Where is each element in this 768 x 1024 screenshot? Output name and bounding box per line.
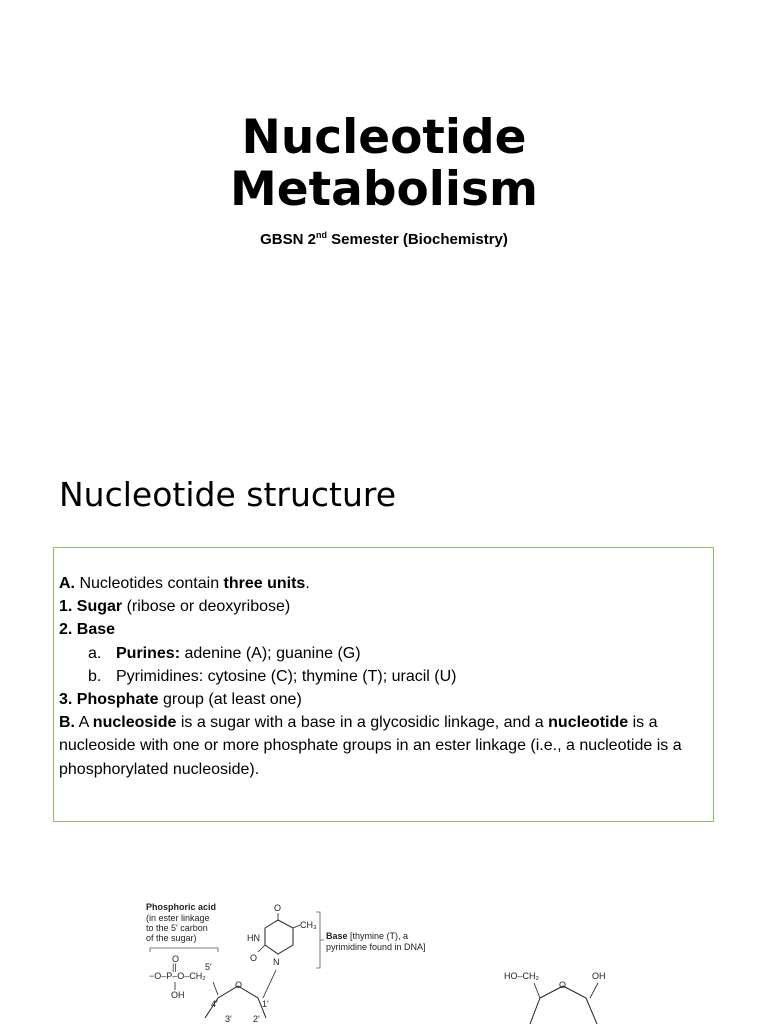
label-5-prime: 5' [205,962,212,972]
base-bracket [316,912,324,968]
content-box [53,547,714,822]
marker-a: a. [88,644,102,662]
right-ring-oxygen: O [559,980,567,990]
glycosidic-bond [263,970,276,998]
right-ch2-bond [534,983,540,998]
term-nucleotide: nucleotide [548,714,629,732]
base-o-top: O [274,903,282,913]
line-a-text: Nucleotides contain [75,575,224,592]
line-b-text-1: A [75,714,93,732]
line-2a-text: adenine (A); guanine (G) [180,644,361,662]
ester-note-3: of the sugar) [146,933,197,943]
page-title [0,112,768,216]
ch2-sugar-bond [213,982,218,995]
label-a: A. [59,575,75,592]
subtitle [0,230,768,248]
subtitle-superscript: nd [315,230,327,240]
ring-oxygen: O [235,980,243,990]
title-line-1: Nucleotide [241,110,527,165]
phosphate-bracket [150,948,218,952]
ester-note-1: (in ester linkage [146,913,210,923]
label-4-prime: 4' [211,999,218,1009]
label-1-prime: 1' [262,999,269,1009]
right-oh-bond [590,983,598,998]
line-b-text-2: is a sugar with a base in a glycosidic linkage, and a [176,714,549,732]
line-2b [59,665,705,688]
label-phosphate: 3. Phosphate [59,691,159,709]
label-3-prime: 3' [225,1014,232,1024]
base-label-line2: pyrimidine found in DNA] [326,942,426,952]
line-1 [59,595,705,618]
subtitle-prefix: GBSN 2 [260,231,316,248]
title-line-2: Metabolism [230,162,538,217]
phosphate-oh: OH [171,990,185,1000]
base-n: N [273,957,280,967]
phosphate-double-bond: || [172,962,177,972]
line-a [59,572,705,595]
nucleotide-structure-diagram [0,890,768,1024]
line-2b-text: Pyrimidines: cytosine (C); thymine (T); uracil (U) [116,667,457,685]
line-3 [59,688,705,711]
right-sugar-ring [530,986,597,1024]
ester-note-2: to the 5' carbon [146,923,208,933]
base-hn: HN [247,933,260,943]
line-2 [59,618,705,641]
phosphate-o-top: O [172,954,180,964]
term-nucleoside: nucleoside [92,714,177,732]
right-ho-ch2: HO–CH₂ [504,971,539,981]
line-a-period: . [305,575,310,592]
label-base: 2. Base [59,621,116,639]
label-b: B. [59,714,75,732]
base-o-left: O [250,953,258,963]
section-heading: Nucleotide structure [59,475,397,514]
carbonyl-left-bond [258,945,265,952]
phosphate-row: −O–P–O–CH₂ [149,971,206,981]
label-sugar: 1. Sugar [59,598,123,616]
line-b [59,711,705,781]
base-ch3: CH₃ [300,920,317,930]
line-1-text: (ribose or deoxyribose) [122,598,291,616]
line-b-text-3: is a nucleoside with one or more phosphate groups in an ester linkage (i.e., a nucleotide is a phosphorylated nucleoside). [59,714,682,778]
subtitle-suffix: Semester (Biochemistry) [326,231,508,248]
thymine-ring [265,920,293,954]
methyl-bond [293,925,300,928]
line-2a [59,642,705,665]
label-purines: Purines: [116,644,181,662]
label-2-prime: 2' [253,1014,260,1024]
line-3-text: group (at least one) [158,691,302,709]
right-oh: OH [592,971,606,981]
line-a-bold: three units [223,575,306,592]
label-phosphoric-acid: Phosphoric acid [146,902,217,912]
base-label-line1: Base [thymine (T), a [326,931,409,941]
marker-b: b. [88,667,102,685]
